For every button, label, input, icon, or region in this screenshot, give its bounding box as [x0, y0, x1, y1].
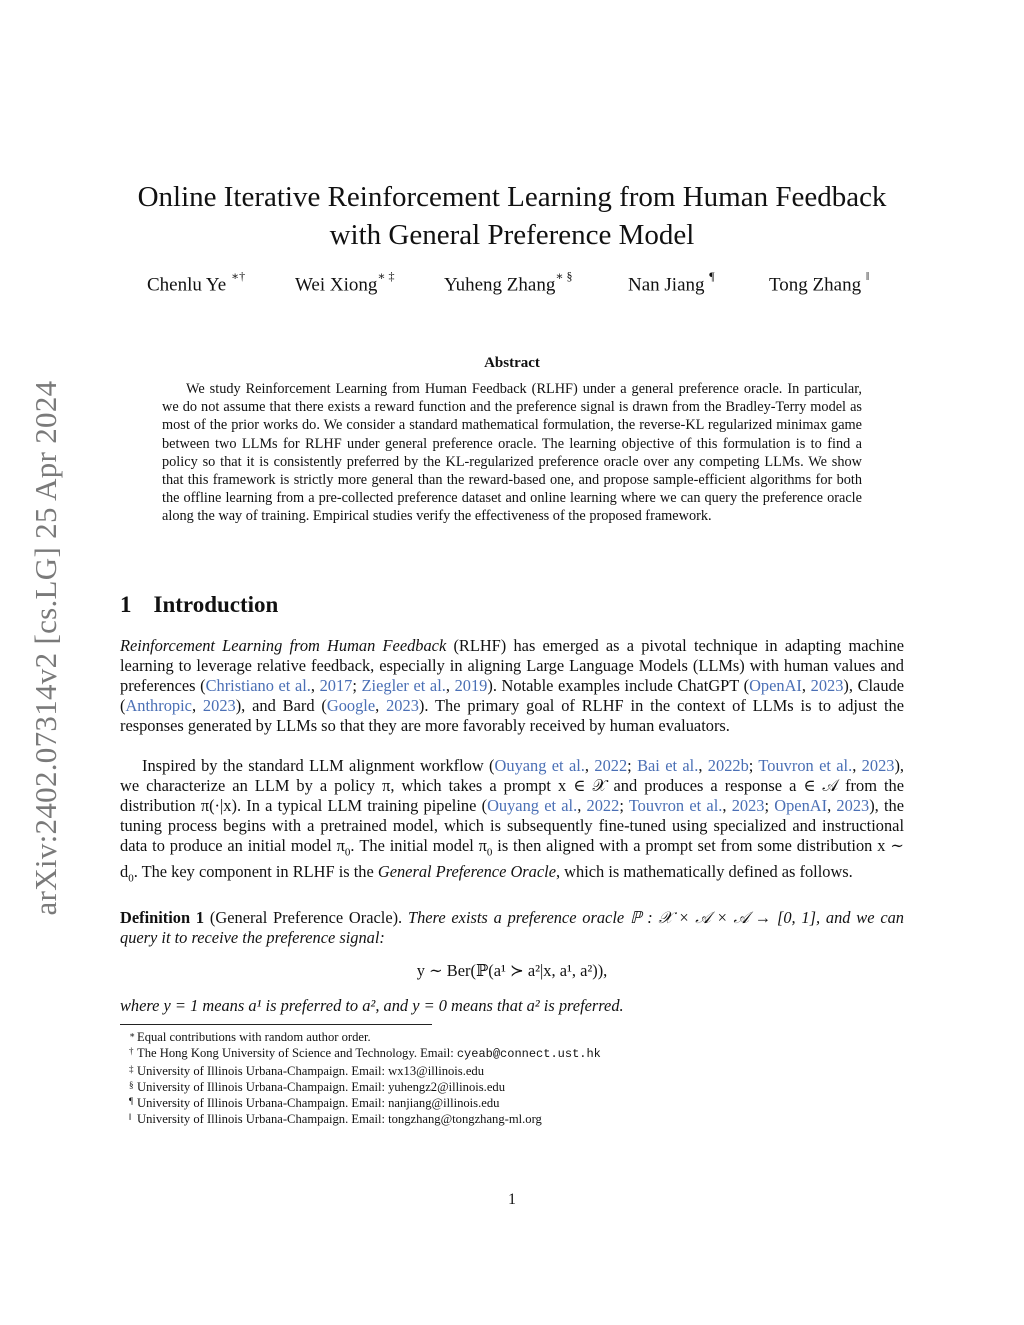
- intro-paragraph-2: Inspired by the standard LLM alignment workflow (Ouyang et al., 2022; Bai et al., 2022b; Touvron et al., 2023), we characterize an LLM by a policy π, which takes a prompt x ∈ 𝒳 and produces a response a ∈ 𝒜 from the distribution π(·|x). In a typical LLM training pipeline (Ouyang et al., 2022; Touvron et al., 2023; OpenAI, 2023), the tuning process begins with a pretrained model, which is subsequently fine-tuned using specialized and instructional data to produce an initial model $\pi_0$. The initial model $\pi_0$ is then aligned with a prompt set from some distribution x ∼ $d_0$. The key component in RLHF is the General Preference Oracle, which is mathematically defined as follows.: [120, 756, 905, 885]
- citation-year-link[interactable]: 2023: [202, 696, 236, 715]
- equation: y ∼ Ber(ℙ(a¹ ≻ a²|x, a¹, a²)),: [416, 961, 608, 980]
- author-list: [120, 269, 904, 302]
- author-name: Yuheng Zhang: [444, 274, 556, 296]
- footnote-rule: [120, 1024, 432, 1025]
- citation-year-link[interactable]: 2022b: [707, 756, 749, 775]
- citation-year-link[interactable]: 2023: [386, 696, 419, 715]
- author-marks: ‖: [865, 269, 870, 283]
- author: [147, 269, 246, 296]
- footnote: † The Hong Kong University of Science and Technology. Email: cyeab@connect.ust.hk: [129, 1046, 601, 1062]
- author-marks: ∗†: [230, 269, 246, 283]
- citation-year-link[interactable]: 2023: [861, 756, 895, 775]
- title-line-1: Online Iterative Reinforcement Learning from Human Feedback: [137, 181, 887, 213]
- citation-link[interactable]: Ouyang et al.: [494, 756, 585, 775]
- section-heading: [120, 592, 278, 618]
- definition-label: Definition 1: [120, 908, 205, 927]
- author-marks: ∗ §: [555, 269, 573, 283]
- paper-title: [120, 178, 904, 254]
- citation-year-link[interactable]: 2023: [836, 796, 870, 815]
- citation-link[interactable]: Ouyang et al.: [487, 796, 578, 815]
- footnote-email: cyeab@connect.ust.hk: [456, 1047, 601, 1062]
- citation-link[interactable]: OpenAI: [774, 796, 828, 815]
- citation-year-link[interactable]: 2019: [454, 676, 488, 695]
- author-name: Nan Jiang: [628, 274, 705, 296]
- page-number: 1: [508, 1191, 516, 1208]
- author: [295, 269, 395, 296]
- author: [769, 269, 870, 296]
- footnote: ¶ University of Illinois Urbana-Champaign. Email: nanjiang@illinois.edu: [129, 1096, 500, 1111]
- intro-paragraph-1: Reinforcement Learning from Human Feedback (RLHF) has emerged as a pivotal technique in adapting machine learning to leverage relative feedback, especially in aligning Large Language Models (LLMs) with human values and preferences (Christiano et al., 2017; Ziegler et al., 2019). Notable examples include ChatGPT (OpenAI, 2023), Claude (Anthropic, 2023), and Bard (Google, 2023). The primary goal of RLHF in the context of LLMs is to adjust the responses generated by LLMs so that they are more favorably received by human evaluators.: [120, 636, 905, 735]
- arxiv-identifier: arXiv:2402.07314v2 [cs.LG] 25 Apr 2024: [28, 380, 63, 916]
- author-marks: ¶: [709, 269, 715, 283]
- author: [444, 269, 573, 296]
- section-number: 1: [120, 592, 132, 617]
- author-name: Wei Xiong: [295, 274, 378, 296]
- citation-year-link[interactable]: 2023: [810, 676, 844, 695]
- footnote: § University of Illinois Urbana-Champaign. Email: yuhengz2@illinois.edu: [129, 1079, 506, 1094]
- citation-link[interactable]: Google: [326, 696, 376, 715]
- definition-block: [120, 908, 904, 948]
- title-line-2: with General Preference Model: [329, 219, 695, 251]
- author: [628, 269, 715, 296]
- citation-link[interactable]: Ziegler et al.: [361, 676, 446, 695]
- citation-link[interactable]: Touvron et al.: [628, 796, 723, 815]
- author-name: Tong Zhang: [769, 274, 862, 296]
- citation-year-link[interactable]: 2023: [731, 796, 765, 815]
- citation-year-link[interactable]: 2022: [594, 756, 628, 775]
- citation-link[interactable]: Bai et al.: [637, 756, 699, 775]
- footnotes: [129, 1029, 897, 1128]
- definition-tail: where y = 1 means a¹ is preferred to a², and y = 0 means that a² is preferred.: [120, 996, 624, 1015]
- citation-link[interactable]: Touvron et al.: [758, 756, 853, 775]
- definition-body: There exists a preference oracle ℙ : 𝒳 × 𝒜 × 𝒜 → [0, 1], and we can query it to receive the preference signal:: [120, 908, 904, 947]
- footnote: ‡ University of Illinois Urbana-Champaign. Email: wx13@illinois.edu: [129, 1063, 485, 1078]
- abstract-text: We study Reinforcement Learning from Human Feedback (RLHF) under a general preference oracle. In particular, we do not assume that there exists a reward function and the preference signal is drawn from the Bradley-Terry model as most of the prior works do. We consider a standard mathematical formulation, the reverse-KL regularized minimax game between two LLMs for RLHF under general preference oracle. The learning objective of this formulation is to find a policy so that it is consistently preferred by the KL-regularized preference oracle over any competing LLMs. We show that this framework is strictly more general than the reward-based one, and propose sample-efficient algorithms for both the offline learning from a pre-collected preference dataset and online learning where we can query the preference oracle along the way of training. Empirical studies verify the effectiveness of the proposed framework.: [162, 381, 862, 525]
- footnote: ‖ University of Illinois Urbana-Champaign. Email: tongzhang@tongzhang-ml.org: [129, 1112, 542, 1127]
- italic-term: Reinforcement Learning from Human Feedback: [120, 636, 447, 655]
- definition-name: (General Preference Oracle).: [204, 908, 403, 927]
- section-title: Introduction: [153, 592, 279, 617]
- citation-link[interactable]: Christiano et al.: [205, 676, 311, 695]
- citation-link[interactable]: OpenAI: [749, 676, 802, 695]
- arxiv-sidebar: [26, 352, 66, 944]
- abstract-heading: Abstract: [484, 355, 540, 371]
- author-marks: ∗ ‡: [377, 269, 395, 283]
- citation-year-link[interactable]: 2022: [586, 796, 620, 815]
- citation-link[interactable]: Anthropic: [125, 696, 192, 715]
- author-name: Chenlu Ye: [147, 274, 227, 296]
- footnote: ∗ Equal contributions with random author order.: [129, 1030, 371, 1044]
- citation-year-link[interactable]: 2017: [319, 676, 353, 695]
